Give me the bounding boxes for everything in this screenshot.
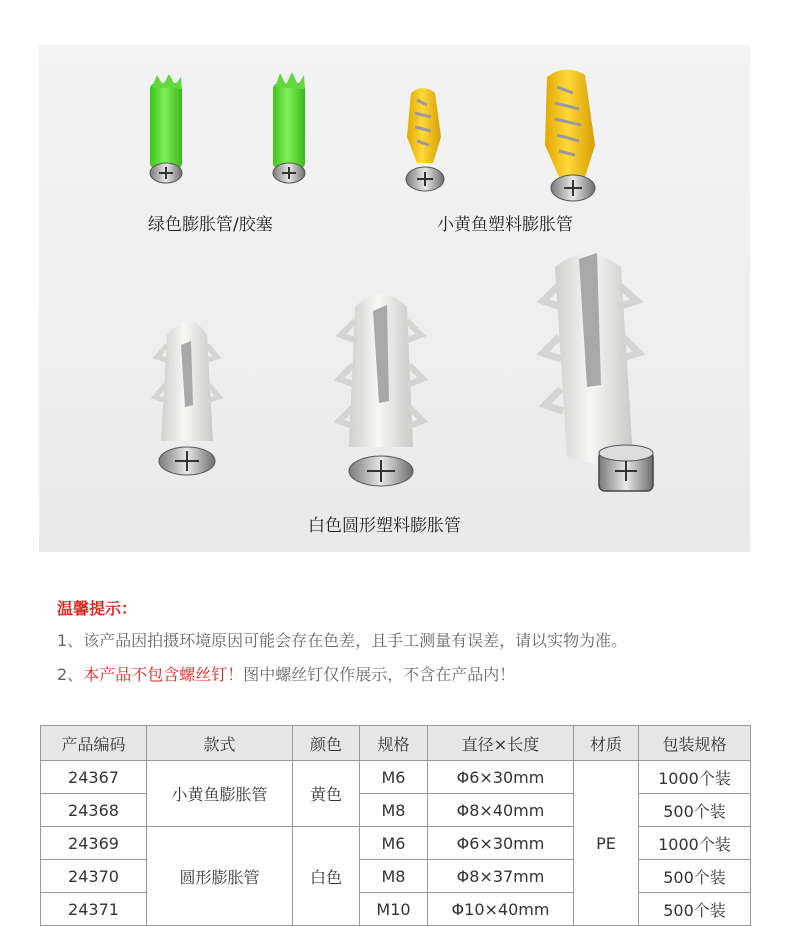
caption-white-anchor: 白色圆形塑料膨胀管 (308, 516, 461, 536)
header-size: 直径×长度 (428, 726, 574, 761)
green-anchor-2 (273, 72, 305, 183)
caption-green-anchor: 绿色膨胀管/胶塞 (148, 215, 273, 235)
cell-style: 小黄鱼膨胀管 (147, 761, 293, 827)
cell-code: 24370 (41, 860, 147, 893)
cell-style: 圆形膨胀管 (147, 827, 293, 926)
anchors-illustration (39, 45, 750, 552)
cell-spec: M8 (360, 794, 428, 827)
white-anchor-medium (339, 294, 423, 486)
notice-title: 温馨提示： (57, 599, 138, 618)
cell-pack: 500个装 (639, 893, 751, 926)
cell-color: 黄色 (293, 761, 360, 827)
notice-line-1: 1、该产品因拍摄环境原因可能会存在色差，且手工测量有误差，请以实物为准。 (57, 631, 628, 650)
notice-no-screws-warning: 本产品不包含螺丝钉！ (83, 665, 244, 684)
cell-code: 24367 (41, 761, 147, 794)
cell-color: 白色 (293, 827, 360, 926)
header-code: 产品编码 (41, 726, 147, 761)
table-header-row (41, 726, 751, 761)
notice-line-2-rest: 图中螺丝钉仅作展示，不含在产品内！ (243, 665, 516, 684)
header-pack: 包装规格 (639, 726, 751, 761)
cell-size: Φ8×37mm (428, 860, 574, 893)
notice-line-2 (57, 662, 515, 685)
cell-material: PE (574, 761, 639, 926)
caption-yellow-anchor: 小黄鱼塑料膨胀管 (437, 215, 573, 235)
yellow-anchor-large (545, 69, 595, 201)
cell-spec: M8 (360, 860, 428, 893)
cell-size: Φ8×40mm (428, 794, 574, 827)
notice-line-2-prefix: 2、 (57, 665, 84, 684)
cell-code: 24369 (41, 827, 147, 860)
cell-spec: M6 (360, 827, 428, 860)
table-row (41, 827, 751, 860)
green-anchor-1 (150, 74, 182, 183)
header-spec: 规格 (360, 726, 428, 761)
cell-pack: 500个装 (639, 794, 751, 827)
cell-size: Φ10×40mm (428, 893, 574, 926)
white-anchor-large (543, 253, 653, 491)
table-row (41, 761, 751, 794)
white-anchor-small (155, 321, 219, 475)
product-photo (39, 45, 750, 552)
cell-code: 24371 (41, 893, 147, 926)
header-material: 材质 (574, 726, 639, 761)
cell-pack: 500个装 (639, 860, 751, 893)
header-style: 款式 (147, 726, 293, 761)
cell-spec: M6 (360, 761, 428, 794)
cell-code: 24368 (41, 794, 147, 827)
cell-size: Φ6×30mm (428, 827, 574, 860)
cell-pack: 1000个装 (639, 761, 751, 794)
cell-pack: 1000个装 (639, 827, 751, 860)
spec-table (40, 725, 751, 926)
yellow-anchor-small (406, 88, 444, 191)
header-color: 颜色 (293, 726, 360, 761)
cell-size: Φ6×30mm (428, 761, 574, 794)
cell-spec: M10 (360, 893, 428, 926)
